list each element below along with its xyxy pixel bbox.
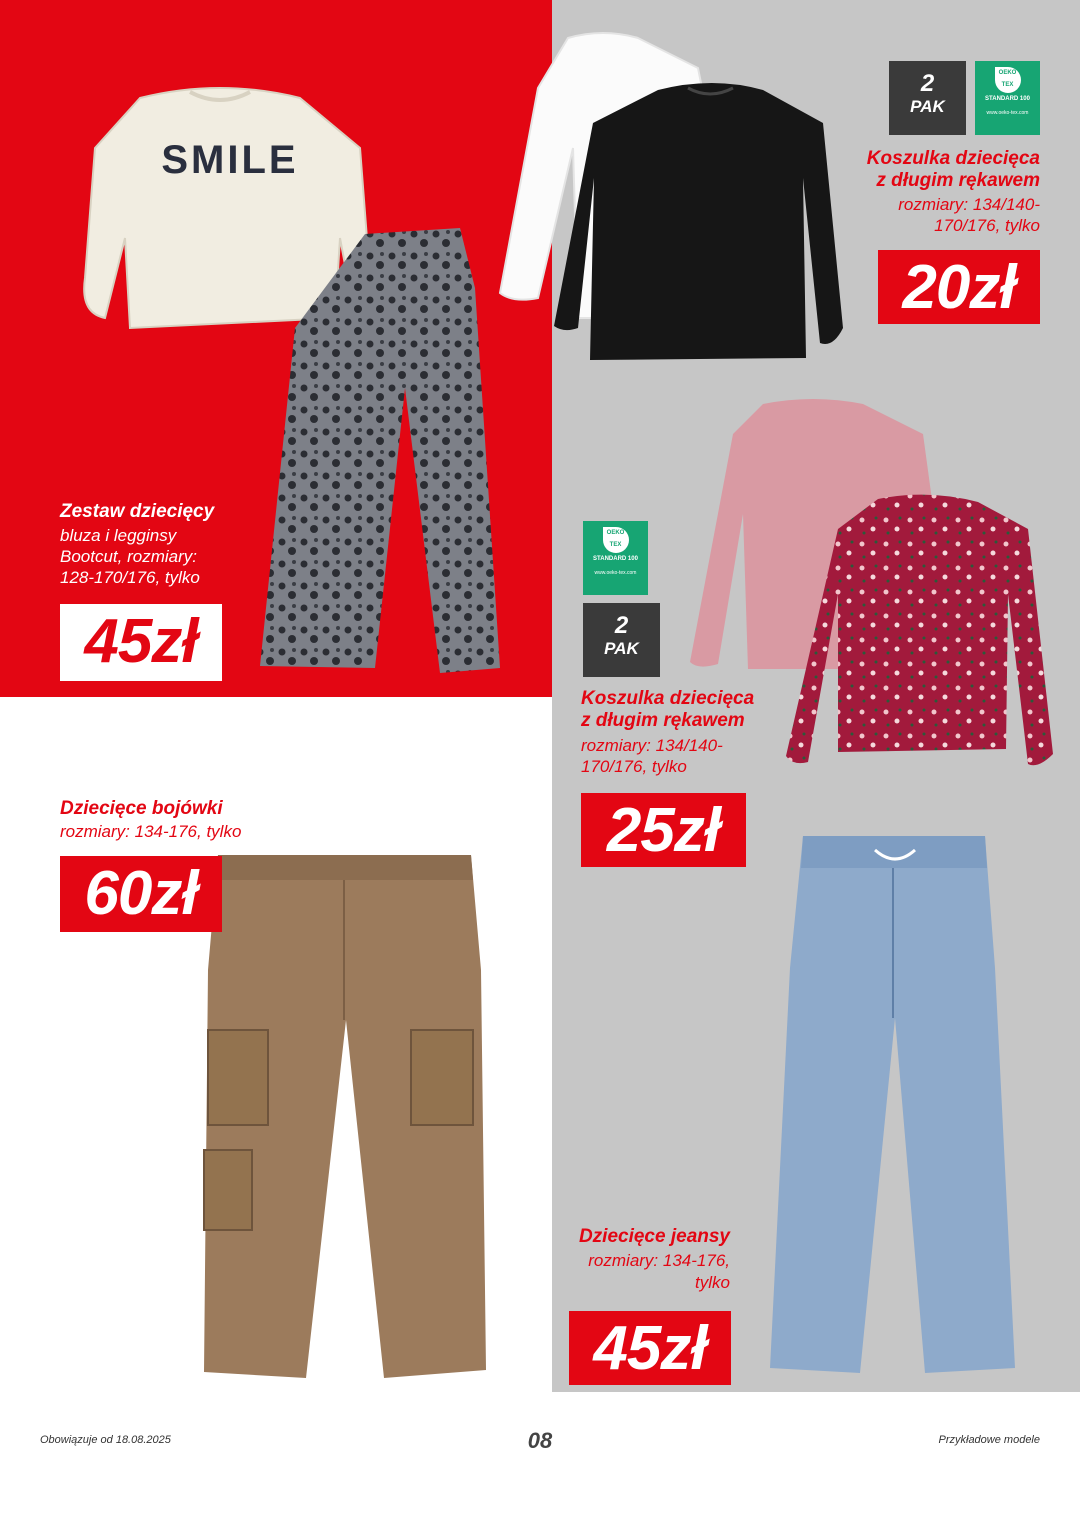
product-desc-longsleeve-bw-line2: 170/176, tylko (934, 216, 1040, 235)
product-title-cargo: Dziecięce bojówki (60, 798, 223, 819)
oeko-tex-url: www.oeko-tex.com (986, 110, 1029, 116)
validity-date: Obowiązuje od 18.08.2025 (40, 1434, 171, 1446)
longsleeve-2pack-bw-image (498, 28, 858, 368)
price-tag-longsleeve-bw: 20zł (878, 250, 1040, 324)
sweatshirt-print-text: SMILE (161, 138, 299, 182)
page-number: 08 (527, 1428, 553, 1453)
pak-badge-unit-2: PAK (604, 639, 639, 658)
oeko-tex-standard: STANDARD 100 (985, 96, 1030, 102)
oeko-tex-url-2: www.oeko-tex.com (594, 570, 637, 576)
pak-badge-unit: PAK (910, 97, 945, 116)
sample-models-note: Przykładowe modele (938, 1434, 1040, 1446)
product-desc-set-line1: bluza i legginsy (60, 526, 177, 545)
pak-badge-number: 2 (920, 70, 935, 97)
product-desc-longsleeve-pink-line2: 170/176, tylko (581, 757, 687, 776)
product-title-longsleeve-bw-line2: z długim rękawem (876, 170, 1040, 191)
oeko-tex-standard-2: STANDARD 100 (593, 556, 638, 562)
product-desc-longsleeve-bw-line1: rozmiary: 134/140- (898, 195, 1040, 214)
oeko-tex-logo (975, 61, 1040, 135)
pak-badge-2 (889, 61, 966, 135)
price-tag-jeans: 45zł (569, 1311, 731, 1385)
product-desc-longsleeve-pink-line1: rozmiary: 134/140- (581, 736, 723, 755)
price-tag-longsleeve-pink: 25zł (581, 793, 746, 867)
cargo-pants-image (196, 850, 494, 1385)
price-tag-set: 45zł (60, 604, 222, 681)
product-title-longsleeve-pink-line1: Koszulka dziecięca (581, 688, 755, 709)
product-desc-jeans-line1: rozmiary: 134-176, (588, 1251, 730, 1270)
price-tag-cargo: 60zł (60, 856, 222, 932)
oeko-tex-leaf-icon: OEKO TEX (995, 67, 1021, 93)
jeans-image (765, 828, 1023, 1378)
product-title-set: Zestaw dziecięcy (60, 501, 215, 522)
pak-badge-number-2: 2 (614, 612, 629, 639)
product-title-longsleeve-pink-line2: z długim rękawem (581, 710, 745, 731)
product-title-longsleeve-bw-line1: Koszulka dziecięca (866, 148, 1040, 169)
product-desc-cargo-line1: rozmiary: 134-176, tylko (60, 822, 242, 841)
product-desc-set-line3: 128-170/176, tylko (60, 568, 200, 587)
oeko-tex-logo-2 (583, 521, 648, 595)
product-desc-jeans-line2: tylko (695, 1273, 730, 1292)
pak-badge-2-second (583, 603, 660, 677)
leggings-image (255, 228, 505, 676)
product-desc-set-line2: Bootcut, rozmiary: (60, 547, 197, 566)
product-title-jeans: Dziecięce jeansy (578, 1226, 730, 1247)
oeko-tex-leaf-icon-2: OEKO TEX (603, 527, 629, 553)
